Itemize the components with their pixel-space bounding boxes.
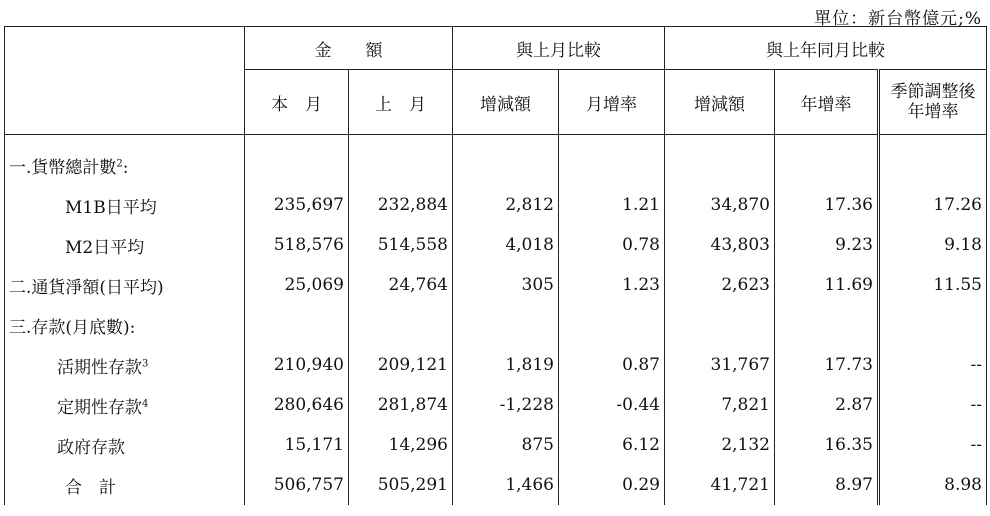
cell-mrate: 0.87 bbox=[559, 345, 665, 385]
table-row bbox=[5, 425, 987, 465]
table-row bbox=[5, 465, 987, 505]
cell-prev: 14,296 bbox=[349, 425, 453, 465]
cell-sa: 17.26 bbox=[879, 185, 987, 225]
cell-ychg bbox=[665, 135, 775, 186]
footnote-marker: 3 bbox=[142, 357, 149, 369]
cell-sa bbox=[879, 305, 987, 345]
header-yoy: 與上年同月比較 bbox=[665, 27, 987, 70]
cell-mrate bbox=[559, 135, 665, 186]
table-row bbox=[5, 135, 987, 186]
cell-yrate: 2.87 bbox=[835, 395, 873, 415]
cell-mchg: -1,228 bbox=[453, 385, 559, 425]
cell-prev: 514,558 bbox=[349, 225, 453, 265]
header-mom-rate: 月增率 bbox=[559, 70, 665, 135]
cell-sa: 11.55 bbox=[879, 265, 987, 305]
header-yoy-change: 增減額 bbox=[665, 70, 775, 135]
cell-cur bbox=[245, 305, 349, 345]
header-corner bbox=[5, 27, 245, 135]
cell-cur: 15,171 bbox=[245, 425, 349, 465]
cell-yrate: 17.36 bbox=[824, 195, 873, 215]
cell-mchg: 2,812 bbox=[453, 185, 559, 225]
row-label-text: 二.通貨淨額(日平均) bbox=[9, 277, 164, 298]
cell-prev: 209,121 bbox=[349, 345, 453, 385]
row-label-text: 一.貨幣總計數 bbox=[9, 157, 117, 178]
row-label-text: 合 計 bbox=[65, 477, 116, 498]
cell-cur: 235,697 bbox=[245, 185, 349, 225]
table-row bbox=[5, 265, 987, 305]
header-sa-rate-line1: 季節調整後 bbox=[890, 82, 976, 102]
cell-mchg: 875 bbox=[453, 425, 559, 465]
row-label-text: M2日平均 bbox=[65, 237, 145, 258]
row-label bbox=[5, 265, 245, 305]
row-label-text: 活期性存款 bbox=[57, 357, 142, 378]
cell-prev: 232,884 bbox=[349, 185, 453, 225]
row-label bbox=[5, 345, 245, 385]
row-label bbox=[5, 185, 245, 225]
row-label-suffix: : bbox=[122, 157, 129, 178]
cell-mrate: 0.78 bbox=[559, 225, 665, 265]
cell-sa: -- bbox=[879, 385, 987, 425]
cell-cur: 280,646 bbox=[245, 385, 349, 425]
cell-yrate: 8.97 bbox=[835, 475, 873, 495]
row-label-text: 定期性存款 bbox=[57, 397, 142, 418]
cell-cur bbox=[245, 135, 349, 186]
row-label bbox=[5, 135, 245, 186]
cell-sa bbox=[879, 135, 987, 186]
row-label bbox=[5, 385, 245, 425]
cell-sa: 9.18 bbox=[879, 225, 987, 265]
cell-prev: 505,291 bbox=[349, 465, 453, 505]
cell-mchg: 1,819 bbox=[453, 345, 559, 385]
cell-mrate: -0.44 bbox=[559, 385, 665, 425]
header-amount: 金 額 bbox=[245, 27, 453, 70]
cell-yrate: 9.23 bbox=[835, 235, 873, 255]
table-row bbox=[5, 385, 987, 425]
cell-mchg: 305 bbox=[453, 265, 559, 305]
cell-mchg bbox=[453, 135, 559, 186]
cell-ychg: 7,821 bbox=[665, 385, 775, 425]
row-label bbox=[5, 465, 245, 505]
cell-prev: 24,764 bbox=[349, 265, 453, 305]
cell-yrate bbox=[775, 305, 879, 345]
header-sa-rate-line2: 年增率 bbox=[907, 102, 959, 122]
cell-ychg: 2,623 bbox=[665, 265, 775, 305]
row-label-text: 政府存款 bbox=[57, 437, 125, 458]
cell-mrate: 0.29 bbox=[559, 465, 665, 505]
row-label-text: M1B日平均 bbox=[65, 197, 157, 218]
row-label bbox=[5, 305, 245, 345]
header-this-month: 本 月 bbox=[245, 70, 349, 135]
cell-cur: 506,757 bbox=[245, 465, 349, 505]
cell-mchg: 4,018 bbox=[453, 225, 559, 265]
header-yoy-rate: 年增率 bbox=[775, 70, 879, 135]
row-label bbox=[5, 425, 245, 465]
cell-prev: 281,874 bbox=[349, 385, 453, 425]
row-label-text: 三.存款(月底數): bbox=[9, 317, 136, 338]
cell-sa: 8.98 bbox=[879, 465, 987, 505]
cell-mrate: 1.23 bbox=[559, 265, 665, 305]
footnote-marker: 4 bbox=[142, 397, 149, 409]
header-last-month: 上 月 bbox=[349, 70, 453, 135]
cell-yrate: 16.35 bbox=[824, 435, 873, 455]
footnote-marker: 2 bbox=[116, 157, 123, 169]
unit-note: 單位：新台幣億元;% bbox=[814, 9, 982, 29]
cell-yrate bbox=[775, 135, 879, 186]
cell-cur: 210,940 bbox=[245, 345, 349, 385]
cell-sa: -- bbox=[879, 425, 987, 465]
header-sa-rate bbox=[879, 70, 987, 135]
cell-yrate: 11.69 bbox=[824, 275, 873, 295]
cell-prev bbox=[349, 135, 453, 186]
cell-ychg: 2,132 bbox=[665, 425, 775, 465]
cell-ychg: 43,803 bbox=[665, 225, 775, 265]
cell-cur: 25,069 bbox=[245, 265, 349, 305]
cell-ychg: 41,721 bbox=[665, 465, 775, 505]
money-supply-table bbox=[4, 26, 987, 505]
table-row bbox=[5, 345, 987, 385]
cell-mrate bbox=[559, 305, 665, 345]
cell-mrate: 6.12 bbox=[559, 425, 665, 465]
row-label bbox=[5, 225, 245, 265]
cell-mrate: 1.21 bbox=[559, 185, 665, 225]
table-row bbox=[5, 225, 987, 265]
cell-ychg: 34,870 bbox=[665, 185, 775, 225]
cell-yrate: 17.73 bbox=[824, 355, 873, 375]
table-row bbox=[5, 305, 987, 345]
cell-mchg: 1,466 bbox=[453, 465, 559, 505]
header-mom-change: 增減額 bbox=[453, 70, 559, 135]
table-row bbox=[5, 185, 987, 225]
header-mom: 與上月比較 bbox=[453, 27, 665, 70]
header-row-1 bbox=[5, 27, 987, 70]
cell-mchg bbox=[453, 305, 559, 345]
cell-prev bbox=[349, 305, 453, 345]
cell-ychg: 31,767 bbox=[665, 345, 775, 385]
cell-sa: -- bbox=[879, 345, 987, 385]
cell-cur: 518,576 bbox=[245, 225, 349, 265]
cell-ychg bbox=[665, 305, 775, 345]
table-body bbox=[5, 135, 987, 506]
